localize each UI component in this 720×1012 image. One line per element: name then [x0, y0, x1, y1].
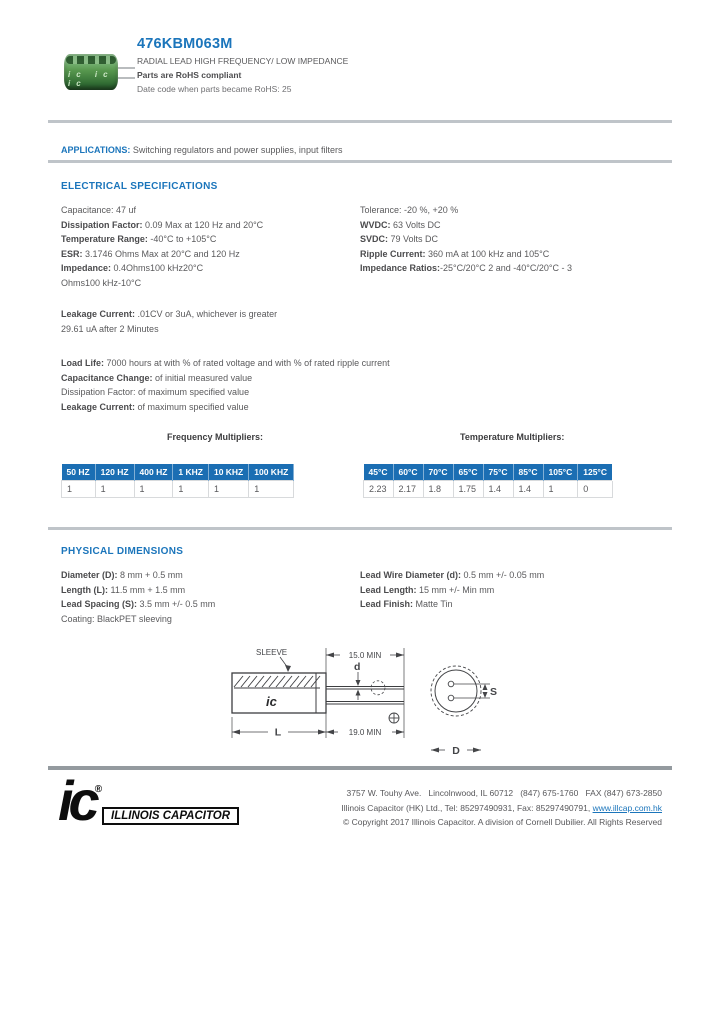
- table-cell: 1: [95, 481, 134, 498]
- divider: [48, 527, 672, 530]
- end-view: [431, 666, 497, 716]
- table-cell: 1: [249, 481, 294, 498]
- spec-row: Dissipation Factor: 0.09 Max at 120 Hz and 20°C: [61, 219, 264, 230]
- table-cell: 1.4: [513, 481, 543, 498]
- column-header: 70°C: [423, 464, 453, 481]
- spec-row: Lead Spacing (S): 3.5 mm +/- 0.5 mm: [61, 599, 216, 609]
- part-number: 476KBM063M: [137, 36, 233, 52]
- svg-text:D: D: [452, 745, 460, 757]
- spec-row: Coating: BlackPET sleeving: [61, 613, 172, 624]
- spec-row: Capacitance Change: of initial measured value: [61, 372, 253, 383]
- logo-wordmark: ILLINOIS CAPACITOR: [102, 807, 239, 825]
- spec-row: Ohms100 kHz-10°C: [61, 277, 142, 288]
- column-header: 400 HZ: [134, 464, 173, 481]
- illcap-link[interactable]: www.illcap.com.hk: [592, 802, 662, 813]
- table-cell: 1: [62, 481, 96, 498]
- spec-row: Diameter (D): 8 mm + 0.5 mm: [61, 570, 183, 580]
- header-block: [137, 36, 348, 94]
- diameter-dimension: [431, 745, 481, 757]
- temperature-multipliers-title: Temperature Multipliers:: [460, 432, 565, 442]
- footer-divider: [48, 766, 672, 770]
- table-cell: 1: [134, 481, 173, 498]
- footer-copyright-line: © Copyright 2017 Illinois Capacitor. A division of Cornell Dubilier. All Rights Reserved: [342, 817, 662, 827]
- capacitor-body: [64, 54, 118, 90]
- capacitor-outline: [232, 673, 326, 713]
- svg-text:L: L: [274, 726, 282, 739]
- capacitor-lead: [118, 67, 135, 69]
- spec-row: Tolerance: -20 %, +20 %: [360, 205, 459, 215]
- footer-hk-line: Illinois Capacitor (HK) Ltd., Tel: 85297490931, Fax: 85297490791, www.illcap.com.hk: [341, 802, 662, 813]
- column-header: 1 KHZ: [173, 464, 209, 481]
- svg-text:15.0 MIN: 15.0 MIN: [348, 651, 382, 660]
- column-header: 100 KHZ: [249, 464, 294, 481]
- table-cell: 1.4: [483, 481, 513, 498]
- table-cell: 1: [543, 481, 578, 498]
- physical-dimensions-title: PHYSICAL DIMENSIONS: [61, 546, 184, 557]
- leakage-block: [61, 307, 277, 336]
- spec-row: ESR: 3.1746 Ohms Max at 20°C and 120 Hz: [61, 248, 240, 259]
- frequency-multiplier-table: [61, 464, 294, 498]
- table-row: [62, 481, 294, 498]
- illinois-capacitor-logo: [58, 769, 278, 839]
- applications-label: APPLICATIONS:: [61, 145, 131, 155]
- registered-mark: ®: [94, 784, 103, 795]
- table-cell: 1.75: [453, 481, 483, 498]
- spec-row: Lead Wire Diameter (d): 0.5 mm +/- 0.05 mm: [360, 570, 545, 580]
- lead-spacing-label: S: [490, 686, 498, 698]
- electrical-left-column: [61, 203, 263, 290]
- product-subtitle: RADIAL LEAD HIGH FREQUENCY/ LOW IMPEDANCE: [137, 56, 349, 66]
- capacitor-vent-pattern: [66, 56, 116, 64]
- column-header: 105°C: [543, 464, 578, 481]
- lead-min-dimension: [326, 728, 404, 737]
- spec-row: Length (L): 11.5 mm + 1.5 mm: [61, 584, 186, 595]
- table-cell: 0: [578, 481, 613, 498]
- capacitor-photo: [64, 54, 136, 92]
- column-header: 85°C: [513, 464, 543, 481]
- table-cell: 1: [173, 481, 209, 498]
- spec-row: WVDC: 63 Volts DC: [360, 219, 441, 230]
- rohs-compliance: Parts are RoHS compliant: [137, 70, 242, 80]
- capacitor-lead: [118, 77, 135, 79]
- physical-right-column: [360, 568, 544, 612]
- table-cell: 1: [208, 481, 248, 498]
- svg-text:19.0 MIN: 19.0 MIN: [348, 728, 382, 737]
- spec-row: Load Life: 7000 hours at with % of rated voltage and with % of rated ripple current: [61, 358, 390, 368]
- electrical-right-column: [360, 203, 572, 276]
- spec-row: Ripple Current: 360 mA at 100 kHz and 105°C: [360, 248, 550, 259]
- applications-text: Switching regulators and power supplies, input filters: [130, 145, 343, 155]
- lead-length-dimension: [326, 651, 404, 660]
- column-header: 50 HZ: [62, 464, 96, 481]
- frequency-multipliers-title: Frequency Multipliers:: [167, 432, 264, 442]
- electrical-specs-title: ELECTRICAL SPECIFICATIONS: [61, 181, 218, 192]
- spec-row: Impedance Ratios:-25°C/20°C 2 and -40°C/20°C - 3: [360, 263, 572, 273]
- spec-row: Temperature Range: -40°C to +105°C: [61, 234, 217, 244]
- column-header: 60°C: [393, 464, 423, 481]
- spec-row: Dissipation Factor: of maximum specified value: [61, 387, 250, 397]
- ic-logo-glyph: ic®: [58, 769, 103, 832]
- spec-row: SVDC: 79 Volts DC: [360, 234, 439, 244]
- capacitor-brand-marks: ic ic ic: [68, 70, 114, 88]
- load-life-block: [61, 356, 390, 414]
- divider: [48, 160, 672, 163]
- lead-diameter-dimension: [354, 661, 385, 700]
- sleeve-label: SLEEVE: [256, 648, 288, 657]
- column-header: 75°C: [483, 464, 513, 481]
- applications-line: [61, 140, 342, 158]
- rohs-date-code: Date code when parts became RoHS: 25: [137, 84, 292, 94]
- table-cell: 2.17: [393, 481, 423, 498]
- spec-row: Impedance: 0.4Ohms100 kHz20°C: [61, 263, 204, 273]
- spec-row: Capacitance: 47 uf: [61, 205, 137, 215]
- temperature-multiplier-table: [363, 464, 613, 498]
- leads: [326, 687, 404, 705]
- spec-row: Leakage Current: .01CV or 3uA, whichever is greater: [61, 309, 278, 319]
- polarity-symbol: [389, 713, 399, 723]
- table-cell: 1.8: [423, 481, 453, 498]
- column-header: 10 KHZ: [208, 464, 248, 481]
- spec-row: 29.61 uA after 2 Minutes: [61, 323, 159, 334]
- table-row: [364, 481, 613, 498]
- table-cell: 2.23: [364, 481, 394, 498]
- column-header: 45°C: [364, 464, 394, 481]
- svg-text:d: d: [354, 661, 361, 673]
- column-header: 120 HZ: [95, 464, 134, 481]
- spec-row: Leakage Current: of maximum specified value: [61, 401, 249, 412]
- leader-arrow: [285, 665, 291, 672]
- table-header-row: [62, 464, 294, 481]
- footer-address-block: [341, 786, 662, 830]
- spec-row: Lead Finish: Matte Tin: [360, 599, 453, 609]
- column-header: 125°C: [578, 464, 613, 481]
- body-length-dimension: [232, 727, 326, 739]
- footer-address-line: 3757 W. Touhy Ave. Lincolnwood, IL 60712 (847) 675-1760 FAX (847) 673-2850: [346, 788, 662, 798]
- ic-mark: ic: [266, 694, 277, 709]
- table-header-row: [364, 464, 613, 481]
- dimension-drawing: [228, 642, 500, 762]
- spec-row: Lead Length: 15 mm +/- Min mm: [360, 584, 495, 595]
- column-header: 65°C: [453, 464, 483, 481]
- physical-left-column: [61, 568, 215, 626]
- divider: [48, 120, 672, 123]
